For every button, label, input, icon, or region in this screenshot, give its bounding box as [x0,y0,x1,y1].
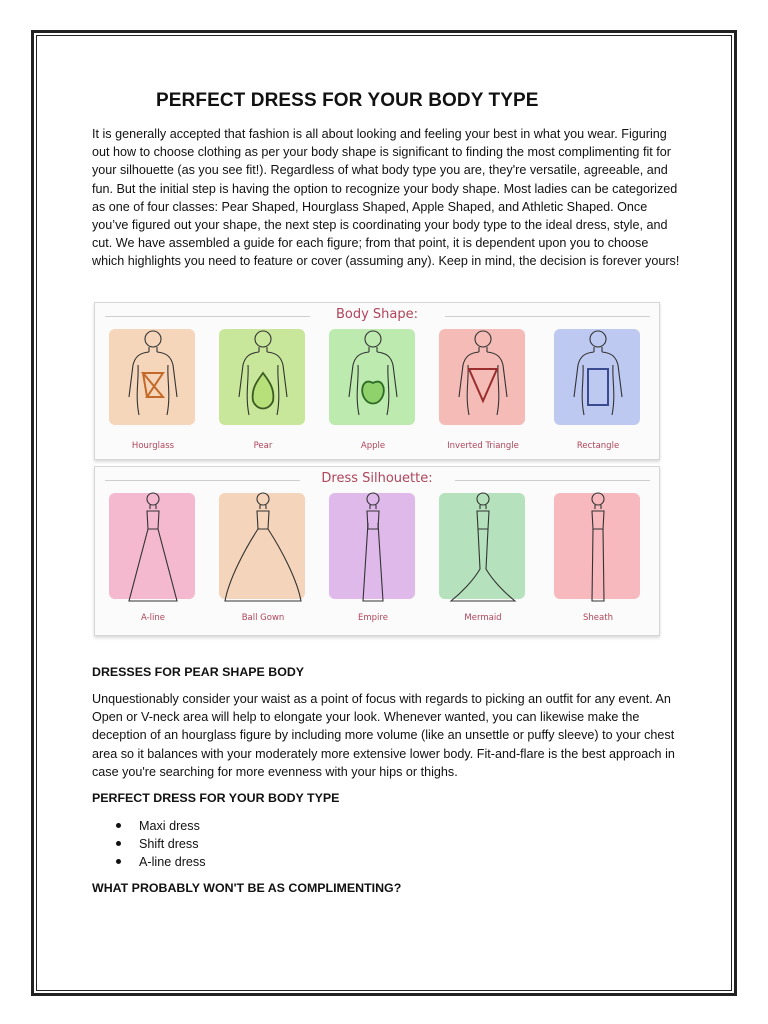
illustration-label: Rectangle [576,441,620,451]
body-shape-card [105,325,201,453]
illustration-label: Mermaid [464,613,502,623]
dress-illustration [550,489,646,609]
illustration-label: Sheath [583,613,613,623]
body-shape-panel [94,302,660,460]
dress-illustration [215,489,311,609]
dress-card [105,489,201,625]
bullet-icon [116,859,121,864]
illustration-label: Inverted Triangle [447,441,519,451]
page-title: PERFECT DRESS FOR YOUR BODY TYPE [156,90,539,111]
dress-card [435,489,531,625]
body-shape-illustration [215,325,311,437]
dress-illustration [105,489,201,609]
body-shape-illustration [105,325,201,437]
body-shape-illustration [435,325,531,437]
dress-card [550,489,646,625]
section-heading-not-complimenting: WHAT PROBABLY WON'T BE AS COMPLIMENTING? [92,881,402,895]
dress-list [116,817,206,872]
intro-paragraph: It is generally accepted that fashion is all about looking and feeling your best in what you wear. Figuring out how to choose clothing as per your body shape is significant to finding the most complimenting fit for your silhouette (as you see fit!). Regardless of what body type you are, they're versatile, agreeable, and fun. But the initial step is having the option to recognize your body shape. Most ladies can be categorized as one of four classes: Pear Shaped, Hourglass Shaped, Apple Shaped, and Athletic Shaped. Once you’ve figured out your shape, the next step is coordinating your body type to the ideal dress, style, and cut. We have assembled a guide for each figure; from that point, it is dependent upon you to choose which highlights you need to feature or cover (assuming any). Keep in mind, the decision is forever yours! [92,127,680,269]
illustration-label: Empire [358,613,388,623]
pear-shape-paragraph: Unquestionably consider your waist as a point of focus with regards to picking an outfit for any event. An Open or V-neck area will help to elongate your look. Whenever wanted, you can likewise make the deception of an hourglass figure by including more volume (like an unsettle or puffy sleeve) to your chest area so it balances with your moderately more extensive lower body. Fit-and-flare is the best approach in case you're searching for more evenness with your hips or thighs. [92,692,675,779]
body-shape-figure [94,302,660,636]
illustration-label: Apple [360,441,386,451]
dress-illustration [435,489,531,609]
section-heading-perfect-dress: PERFECT DRESS FOR YOUR BODY TYPE [92,791,340,805]
body-shape-title: Body Shape: [335,307,419,322]
illustration-label: Pear [253,441,273,451]
body-shape-illustration [550,325,646,437]
bullet-icon [116,841,121,846]
body-shape-card [550,325,646,453]
bullet-icon [116,823,121,828]
body-shape-card [325,325,421,453]
dress-illustration [325,489,421,609]
illustration-label: A-line [140,613,166,623]
dress-silhouette-title: Dress Silhouette: [321,471,433,486]
body-shape-illustration [325,325,421,437]
body-shape-card [435,325,531,453]
dress-card [215,489,311,625]
illustration-label: Ball Gown [241,613,285,623]
list-item: A-line dress [116,853,206,871]
section-heading-pear: DRESSES FOR PEAR SHAPE BODY [92,665,305,679]
body-shape-card [215,325,311,453]
list-item: Shift dress [116,835,206,853]
dress-silhouette-panel [94,466,660,636]
dress-card [325,489,421,625]
list-item: Maxi dress [116,817,206,835]
illustration-label: Hourglass [131,441,175,451]
